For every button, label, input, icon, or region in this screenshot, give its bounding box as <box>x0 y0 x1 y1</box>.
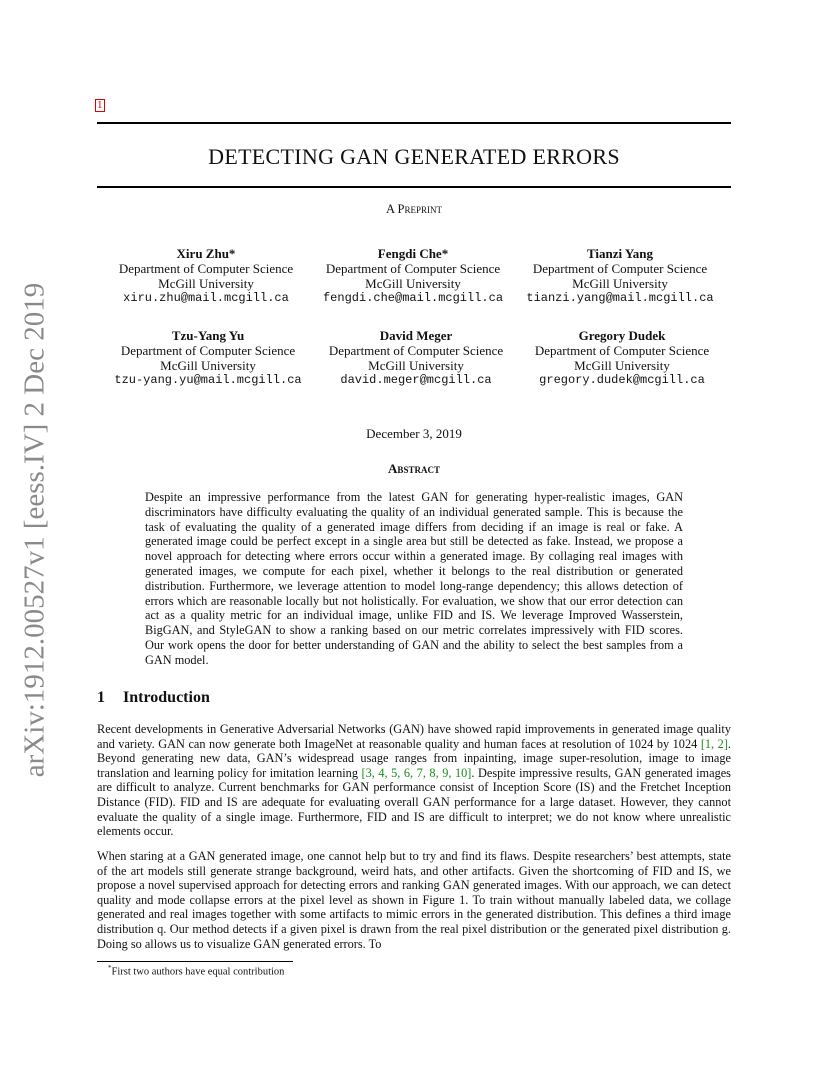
footnote-rule <box>97 961 293 962</box>
author-name: Fengdi Che* <box>377 246 449 261</box>
author-block <box>311 328 521 388</box>
author-university: McGill University <box>368 358 464 373</box>
intro-paragraph-1: Recent developments in Generative Adversarial Networks (GAN) have showed rapid improvements in generated image quality and variety. GAN can now generate both ImageNet at reasonable quality and human faces at resolution of 1024 by 1024 [1, 2]. Beyond generating new data, GAN’s widespread usage ranges from inpainting, image super-resolution, image to image translation and learning policy for imitation learning [3, 4, 5, 6, 7, 8, 9, 10]. Despite impressive results, GAN generated images are difficult to analyze. Current benchmarks for GAN performance consist of Inception Score (IS) and the Fretchet Inception Distance (FID). FID and IS are adequate for evaluating overall GAN performance for a large dataset. However, they cannot evaluate the quality of a single image. Furthermore, FID and IS are difficult to interpret; we do not know where unrealistic elements occur. <box>97 722 731 839</box>
author-block <box>515 246 725 306</box>
author-department: Department of Computer Science <box>120 343 296 358</box>
abstract-text: Despite an impressive performance from the latest GAN for generating hyper-realistic images, GAN discriminators have difficulty evaluating the quality of an individual generated sample. This is because the task of evaluating the quality of a generated image differs from deciding if an image is real or fake. A generated image could be perfect except in a single area but still be detected as fake. Instead, we propose a novel approach for detecting where errors occur within a generated image. By collaging real images with generated images, we compute for each pixel, whether it belongs to the real distribution or generated distribution. Furthermore, we leverage attention to model long-range dependency; this allows detection of errors which are reasonable locally but not holistically. For evaluation, we show that our error detection can act as a quality metric for an individual image, unlike FID and IS. We leverage Improved Wasserstein, BigGAN, and StyleGAN to show a ranking based on our metric correlates impressively with FID scores. Our work opens the door for better understanding of GAN and the ability to select the best samples from a GAN model. <box>145 490 683 667</box>
publication-date: December 3, 2019 <box>366 426 462 441</box>
intro-paragraph-2: When staring at a GAN generated image, one cannot help but to try and find its flaws. Despite researchers’ best attempts, state of the art models still generate strange background, weird hats, and other artifacts. Given the shortcoming of FID and IS, we propose a novel supervised approach for detecting errors and ranking GAN generated images. With our approach, we can detect quality and mode collapse errors at the pixel level as shown in Figure 1. To train without manually labeled data, we collage generated and real images together with some artifacts to mimic errors in the generated distribution. This defines a third image distribution q. Our method detects if a given pixel is drawn from the real pixel distribution or the generated pixel distribution g. Doing so allows us to visualize GAN generated errors. To <box>97 849 731 951</box>
author-email[interactable]: tianzi.yang@mail.mcgill.ca <box>526 291 714 305</box>
title-bottom-rule <box>97 186 731 188</box>
author-department: Department of Computer Science <box>325 261 501 276</box>
author-name: David Meger <box>379 328 453 343</box>
author-department: Department of Computer Science <box>532 261 708 276</box>
author-name: Tianzi Yang <box>586 246 654 261</box>
author-email[interactable]: xiru.zhu@mail.mcgill.ca <box>123 291 289 305</box>
footnote-marker: * <box>108 964 112 972</box>
author-block <box>103 328 313 388</box>
author-department: Department of Computer Science <box>118 261 294 276</box>
section-number: 1 <box>97 689 105 706</box>
author-block <box>101 246 311 306</box>
abstract-heading: Abstract <box>388 461 440 476</box>
author-university: McGill University <box>365 276 461 291</box>
paper-title: DETECTING GAN GENERATED ERRORS <box>208 144 620 169</box>
author-department: Department of Computer Science <box>534 343 710 358</box>
author-email[interactable]: fengdi.che@mail.mcgill.ca <box>322 291 504 305</box>
author-name: Gregory Dudek <box>578 328 666 343</box>
author-email[interactable]: tzu-yang.yu@mail.mcgill.ca <box>114 373 302 387</box>
author-email[interactable]: david.meger@mcgill.ca <box>340 373 492 387</box>
footnote <box>108 964 284 978</box>
footnote-text: First two authors have equal contribution <box>111 966 285 978</box>
author-university: McGill University <box>160 358 256 373</box>
citation-link[interactable]: [3, 4, 5, 6, 7, 8, 9, 10] <box>361 765 472 780</box>
citation-link[interactable]: [1, 2] <box>700 736 728 751</box>
arxiv-identifier: arXiv:1912.00527v1 [eess.IV] 2 Dec 2019 <box>18 282 51 778</box>
author-university: McGill University <box>158 276 254 291</box>
preprint-label: A Preprint <box>386 202 442 216</box>
arxiv-stamp <box>12 0 58 1072</box>
author-department: Department of Computer Science <box>328 343 504 358</box>
author-university: McGill University <box>574 358 670 373</box>
author-block <box>517 328 727 388</box>
author-email[interactable]: gregory.dudek@mcgill.ca <box>539 373 705 387</box>
footnote-link[interactable]: 1 <box>97 99 103 111</box>
section-title: Introduction <box>123 689 210 706</box>
author-block <box>308 246 518 306</box>
section-heading <box>97 689 210 707</box>
author-university: McGill University <box>572 276 668 291</box>
author-name: Tzu-Yang Yu <box>171 328 245 343</box>
title-top-rule <box>97 122 731 124</box>
author-name: Xiru Zhu* <box>176 246 236 261</box>
